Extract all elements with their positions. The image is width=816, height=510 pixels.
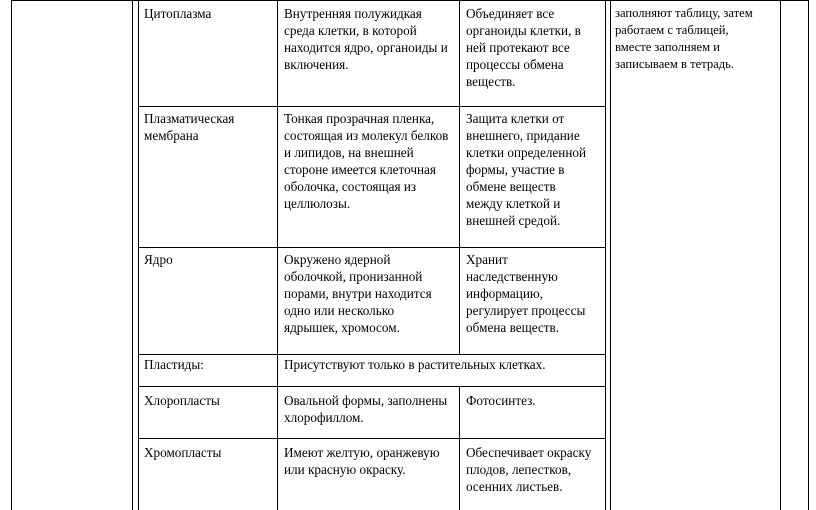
table-cell-organoid: Пластиды:: [144, 357, 204, 372]
table-cell-function: Объединяет все органоиды клетки, в ней протекают все процессы обмена веществ.: [466, 6, 581, 89]
table-cell-organoid: Цитоплазма: [144, 6, 212, 21]
table-cell-organoid: Плазматическая мембрана: [144, 111, 235, 143]
teacher-note: заполняют таблицу, затем работаем с таблицей, вместе заполняем и записываем в тетрадь.: [615, 6, 753, 71]
organoid-table-row-border: [138, 386, 606, 387]
table-cell-organoid: Хлоропласты: [144, 393, 220, 408]
organoid-table-col-border: [459, 0, 460, 355]
organoid-table-left-border: [138, 0, 139, 510]
organoid-table-col-border: [459, 387, 460, 510]
table-cell-function: Хранит наследственную информацию, регулирует процессы обмена веществ.: [466, 252, 586, 335]
table-cell-structure: Тонкая прозрачная пленка, состоящая из молекул белков и липидов, на внешней стороне имеется клеточная оболочка, состоящая из целлюлозы.: [284, 111, 449, 211]
organoid-table-row-border: [138, 438, 606, 439]
organoid-table-row-border: [138, 354, 606, 355]
table-cell-organoid: Хромопласты: [144, 445, 222, 460]
organoid-table-row-border: [138, 247, 606, 248]
table-cell-function: Обеспечивает окраску плодов, лепестков, осенних листьев.: [466, 445, 592, 494]
organoid-table-col-border: [277, 0, 278, 510]
organoid-table-row-border: [138, 106, 606, 107]
organoid-table-right-border: [605, 0, 606, 510]
table-cell-organoid: Ядро: [144, 252, 173, 267]
table-cell-structure: Внутренняя полужидкая среда клетки, в которой находится ядро, органоиды и включения.: [284, 6, 448, 72]
table-cell-structure: Овальной формы, заполнены хлорофиллом.: [284, 393, 448, 425]
table-cell-structure: Окружено ядерной оболочкой, пронизанной порами, внутри находится одно или несколько ядрышек, хромосом.: [284, 252, 432, 335]
table-cell-function: Защита клетки от внешнего, придание клетки определенной формы, участие в обмене веществ между клеткой и внешней средой.: [466, 111, 587, 228]
table-cell-structure: Имеют желтую, оранжевую или красную окраску.: [284, 445, 440, 477]
table-cell-merged: Присутствуют только в растительных клетках.: [284, 357, 546, 372]
table-cell-function: Фотосинтез.: [466, 393, 536, 408]
